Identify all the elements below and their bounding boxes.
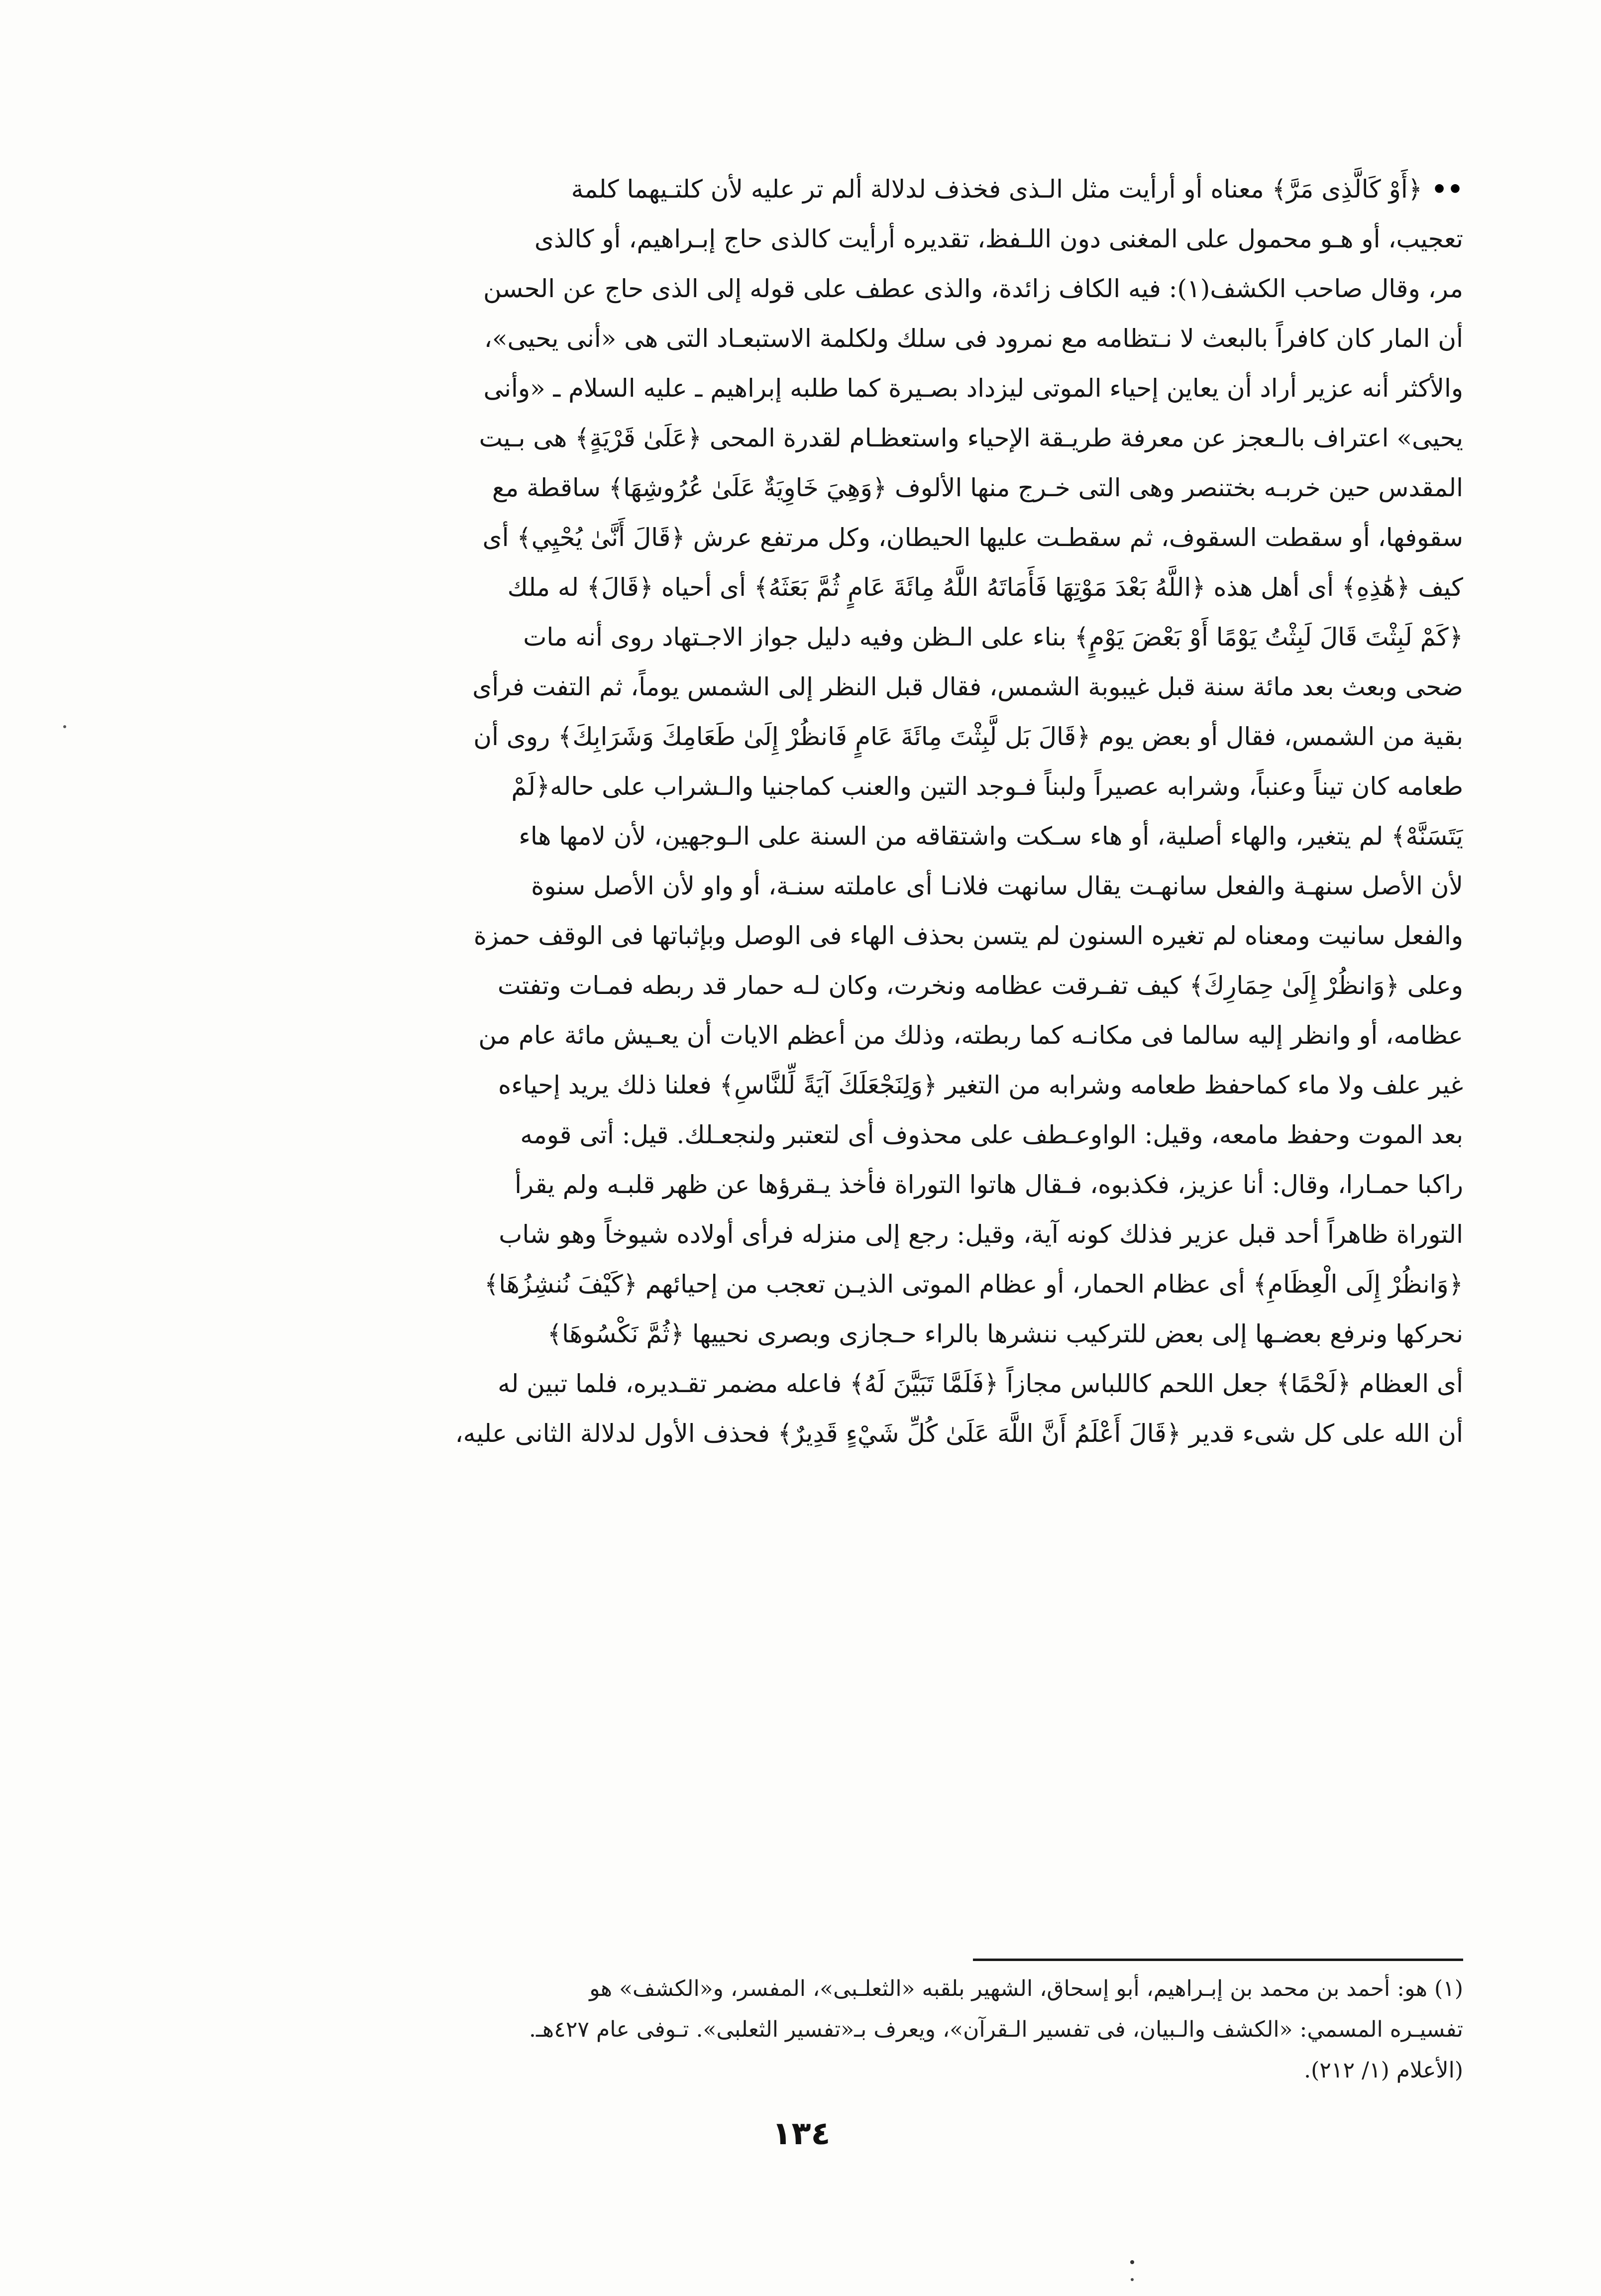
footnote-line: (الأعلام (١/ ٢١٢). <box>1304 2058 1463 2083</box>
scan-speck <box>1131 2278 1134 2281</box>
scan-speck <box>1130 2260 1134 2264</box>
text-line: كيف ﴿هَٰذِهِ﴾ أى أهل هذه ﴿اللَّهُ بَعْدَ مَوْتِهَا فَأَمَاتَهُ اللَّهُ مِائَةَ عَامٍ ثُمَّ بَعَثَهُ﴾ أى أحياه ﴿قَالَ﴾ له ملك <box>507 573 1463 602</box>
text-line: سقوفها، أو سقطت السقوف، ثم سقطـت عليها الحيطان، وكل مرتفع عرش ﴿قَالَ أَنَّىٰ يُحْيِي﴾ أى <box>482 523 1463 552</box>
text-line: يَتَسَنَّهْ﴾ لم يتغير، والهاء أصلية، أو هاء سـكت واشتقاقه من السنة على الـوجهين، لأن لامها هاء <box>519 822 1463 851</box>
text-line: طعامه كان تيناً وعنباً، وشرابه عصيراً ولبناً فـوجد التين والعنب كماجنيا والـشراب على حاله﴿لَمْ <box>511 772 1463 801</box>
text-line: لأن الأصل سنهـة والفعل سانهـت يقال سانهت فلانـا أى عاملته سنـة، أو واو لأن الأصل سنوة <box>531 872 1463 900</box>
text-line: وعلى ﴿وَانظُرْ إِلَىٰ حِمَارِكَ﴾ كيف تفـرقت عظامه ونخرت، وكان لـه حمار قد ربطه فمـات وتفتت <box>497 971 1463 1000</box>
footnote-line: تفسيـره المسمي: «الكشف والـبيان، فى تفسير الـقرآن»، ويعرف بـ«تفسير الثعلبى». تـوفى عام ٤٢٧هـ. <box>529 2017 1463 2042</box>
text-line: بعد الموت وحفظ مامعه، وقيل: الواوعـطف على محذوف أى لتعتبر ولنجعـلك. قيل: أتى قومه <box>520 1120 1463 1149</box>
text-line: أن الله على كل شىء قدير ﴿قَالَ أَعْلَمُ أَنَّ اللَّهَ عَلَىٰ كُلِّ شَيْءٍ قَدِيرٌ﴾ فحذف الأول لدلالة الثانى عليه، <box>455 1419 1463 1448</box>
text-line: مر، وقال صاحب الكشف(١): فيه الكاف زائدة، والذى عطف على قوله إلى الذى حاج عن الحسن <box>483 274 1463 303</box>
footnote-line: (١) هو: أحمد بن محمد بن إبـراهيم، أبو إسحاق، الشهير بلقبه «الثعلـبى»، المفسر، و«الكشف» هو <box>589 1976 1463 2001</box>
text-line: والأكثر أنه عزير أراد أن يعاين إحياء الموتى ليزداد بصـيرة كما طلبه إبراهيم ـ عليه السلام ـ «وأنى <box>483 374 1463 403</box>
text-line: التوراة ظاهراً أحد قبل عزير فذلك كونه آية، وقيل: رجع إلى منزله فرأى أولاده شيوخاً وهو شاب <box>499 1220 1463 1249</box>
text-line: ضحى وبعث بعد مائة سنة قبل غيبوبة الشمس، فقال قبل النظر إلى الشمس يوماً، ثم التفت فرأى <box>472 672 1463 701</box>
text-line: أن المار كان كافراً بالبعث لا نـتظامه مع نمرود فى سلك ولكلمة الاستبعـاد التى هى «أنى يحيى»، <box>484 324 1463 353</box>
text-line: ﴿وَانظُرْ إِلَى الْعِظَامِ﴾ أى عظام الحمار، أو عظام الموتى الذيـن تعجب من إحيائهم ﴿كَيْفَ نُنشِزُهَا﴾ <box>484 1270 1463 1299</box>
text-line: والفعل سانيت ومعناه لم تغيره السنون لم يتسن بحذف الهاء فى الوصل وبإثباتها فى الوقف حمزة <box>473 921 1463 950</box>
text-line: المقدس حين خربـه بختنصر وهى التى خـرج منها الألوف ﴿وَهِيَ خَاوِيَةٌ عَلَىٰ عُرُوشِهَا﴾ ساقطة مع <box>492 473 1463 502</box>
paragraph-lead-mark: •• <box>1431 174 1463 204</box>
text-line: راكبا حمـارا، وقال: أنا عزيز، فكذبوه، فـقال هاتوا التوراة فأخذ يـقرؤها عن ظهر قلبـه ولم يقرأ <box>515 1170 1463 1199</box>
text-line: ••﴿أَوْ كَالَّذِى مَرَّ﴾ معناه أو أرأيت مثل الـذى فخذف لدلالة ألم تر عليه لأن كلتـيهما كلمة <box>571 174 1463 204</box>
scan-speck <box>63 725 66 728</box>
text-line: نحركها ونرفع بعضـها إلى بعض للتركيب ننشرها بالراء حـجازى وبصرى نحييها ﴿ثُمَّ نَكْسُوهَا﴾ <box>547 1319 1463 1348</box>
text-line: أى العظام ﴿لَحْمًا﴾ جعل اللحم كاللباس مجازاً ﴿فَلَمَّا تَبَيَّنَ لَهُ﴾ فاعله مضمر تقـديره، فلما تبين له <box>498 1369 1463 1398</box>
text-line: ﴿كَمْ لَبِثْتَ قَالَ لَبِثْتُ يَوْمًا أَوْ بَعْضَ يَوْمٍ﴾ بناء على الـظن وفيه دليل جواز الاجـتهاد روى أنه مات <box>523 623 1463 652</box>
text-line: غير علف ولا ماء كماحفظ طعامه وشرابه من التغير ﴿وَلِنَجْعَلَكَ آيَةً لِّلنَّاسِ﴾ فعلنا ذلك يريد إحياءه <box>498 1071 1463 1099</box>
text-line: بقية من الشمس، فقال أو بعض يوم ﴿قَالَ بَل لَّبِثْتَ مِائَةَ عَامٍ فَانظُرْ إِلَىٰ طَعَامِكَ وَشَرَابِكَ﴾ روى أن <box>473 722 1463 751</box>
text-line: يحيى» اعتراف بالـعجز عن معرفة طريـقة الإحياء واستعظـام لقدرة المحى ﴿عَلَىٰ قَرْيَةٍ﴾ هى بـيت <box>479 424 1463 452</box>
page-number: ١٣٤ <box>772 2115 831 2152</box>
text-line: تعجيب، أو هـو محمول على المغنى دون اللـفظ، تقديره أرأيت كالذى حاج إبـراهيم، أو كالذى <box>534 224 1463 253</box>
text-line: عظامه، أو وانظر إليه سالما فى مكانـه كما ربطته، وذلك من أعظم الايات أن يعـيش مائة عام من <box>478 1021 1463 1050</box>
